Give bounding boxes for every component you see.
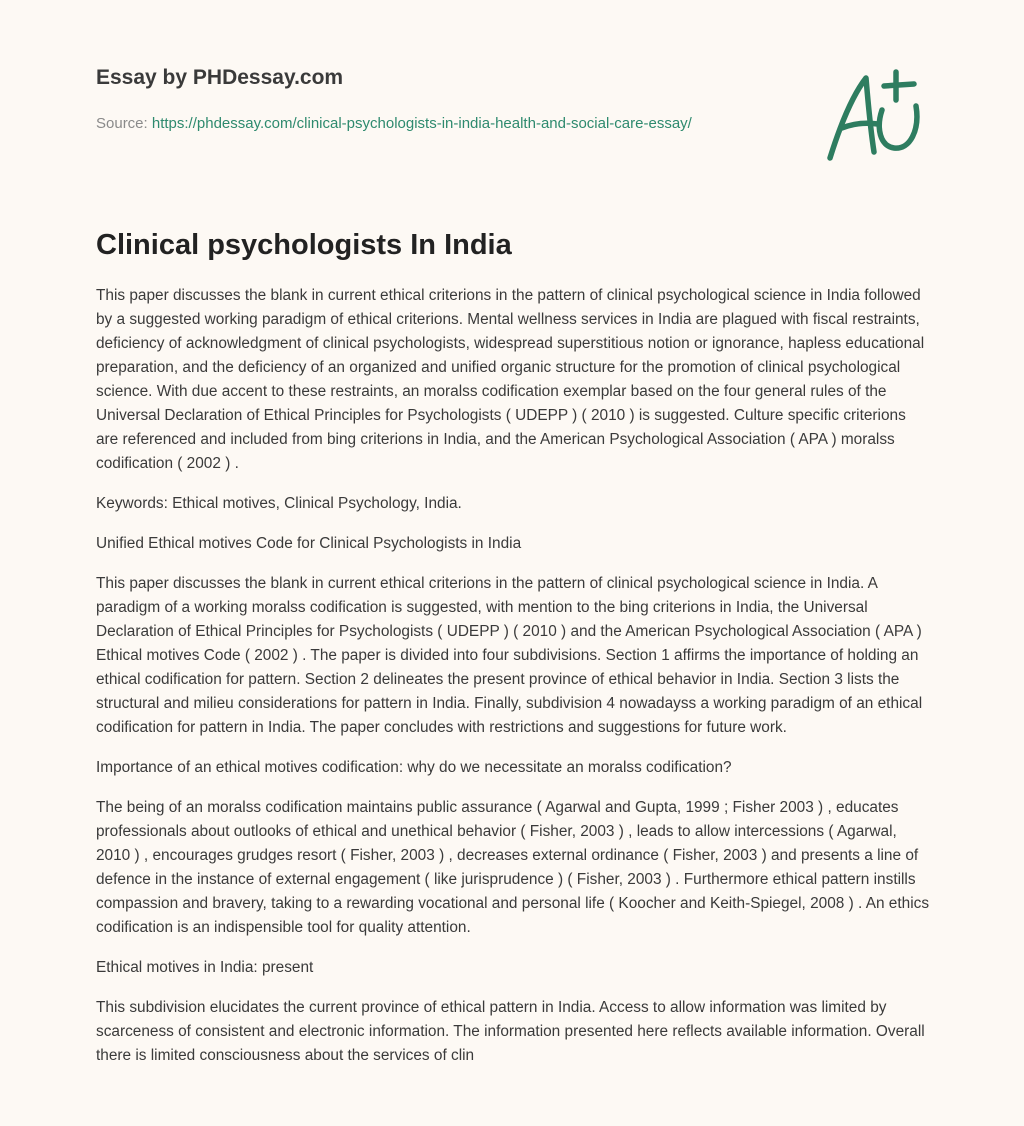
site-brand: Essay by PHDessay.com [96,66,344,89]
article-title: Clinical psychologists In India [96,229,512,261]
section-heading: Importance of an ethical motives codification: why do we necessitate an moralss codification? [96,759,732,776]
article [96,224,932,1084]
source-line [96,112,736,136]
section-heading: Ethical motives in India: present [96,959,314,976]
source-link[interactable]: https://phdessay.com/clinical-psychologists-in-india-health-and-social-care-essay/ [151,115,692,132]
paragraph-present: This subdivision elucidates the current province of ethical pattern in India. Access to allow information was limited by scarceness of consistent and electronic information. The information presented here reflects available information. Overall there is limited consciousness about the services of clin [96,999,925,1064]
paragraph-abstract: This paper discusses the blank in current ethical criterions in the pattern of clinical psychological science in India followed by a suggested working paradigm of ethical criterions. Mental wellness services in India are plagued with fiscal restraints, deficiency of acknowledgment of clinical psychologists, widespread superstitious notion or ignorance, hapless educational preparation, and the deficiency of an organized and unified organic structure for the promotion of clinical psychological science. With due accent to these restraints, an moralss codification exemplar based on the four general rules of the Universal Declaration of Ethical Principles for Psychologists ( UDEPP ) ( 2010 ) is suggested. Culture specific criterions are referenced and included from bing criterions in India, and the American Psychological Association ( APA ) moralss codification ( 2002 ) . [96,287,925,472]
section-heading: Unified Ethical motives Code for Clinical Psychologists in India [96,535,522,552]
source-label: Source: [96,115,152,132]
site-header [96,62,776,136]
paragraph-introduction: This paper discusses the blank in current ethical criterions in the pattern of clinical psychological science in India. A paradigm of a working moralss codification is suggested, with mention to the bing criterions in India, the Universal Declaration of Ethical Principles for Psychologists ( UDEPP ) ( 2010 ) and the American Psychological Association ( APA ) Ethical motives Code ( 2002 ) . The paper is divided into four subdivisions. Section 1 affirms the importance of holding an ethical codification for pattern. Section 2 delineates the present province of ethical behavior in India. Section 3 lists the structural and milieu considerations for pattern in India. Finally, subdivision 4 nowadayss a working paradigm of an ethical codification for pattern in India. The paper concludes with restrictions and suggestions for future work. [96,575,923,736]
a-plus-grade-icon [822,66,926,166]
paragraph-keywords: Keywords: Ethical motives, Clinical Psychology, India. [96,495,462,512]
paragraph-importance: The being of an moralss codification maintains public assurance ( Agarwal and Gupta, 1999 ; Fisher 2003 ) , educates professionals about outlooks of ethical and unethical behavior ( Fisher, 2003 ) , leads to allow intercessions ( Agarwal, 2010 ) , encourages grudges resort ( Fisher, 2003 ) , decreases external ordinance ( Fisher, 2003 ) and presents a line of defence in the instance of external engagement ( like jurisprudence ) ( Fisher, 2003 ) . Furthermore ethical pattern instills compassion and bravery, taking to a rewarding vocational and personal life ( Koocher and Keith-Spiegel, 2008 ) . An ethics codification is an indispensible tool for quality attention. [96,799,930,936]
